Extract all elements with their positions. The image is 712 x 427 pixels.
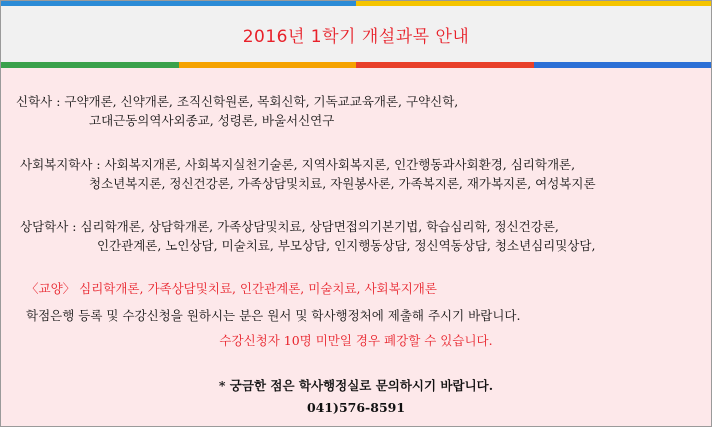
social-welfare-courses-line2: 청소년복지론, 정신건강론, 가족상담및치료, 자원봉사론, 가족복지론, 재가복지론, 여성복지론 [89,176,596,191]
cancellation-warning: 수강신청자 10명 미만일 경우 폐강할 수 있습니다. [219,333,493,348]
registration-notice: 학점은행 등록 및 수강신청을 원하시는 분은 원서 및 학사행정처에 제출해 주시기 바랍니다. [26,308,521,323]
page-title: 2016년 1학기 개설과목 안내 [242,26,470,47]
social-welfare-courses-line1: 사회복지학사 : 사회복지개론, 사회복지실천기술론, 지역사회복지론, 인간행동과사회환경, 심리학개론, [20,157,576,172]
content-area [1,68,711,426]
header [1,6,711,62]
liberal-arts-courses: 〈교양〉 심리학개론, 가족상담및치료, 인간관계론, 미술치료, 사회복지개론 [26,281,437,296]
theology-courses-line1: 신학사 : 구약개론, 신약개론, 조직신학원론, 목회신학, 기독교교육개론, 구약신학, [16,94,459,109]
theology-courses-line2: 고대근동의역사외종교, 성령론, 바울서신연구 [89,113,335,128]
counseling-courses-line2: 인간관계론, 노인상담, 미술치료, 부모상담, 인지행동상담, 정신역동상담, 청소년심리및상담, [97,238,596,253]
inquiry-text: * 궁금한 점은 학사행정실로 문의하시기 바랍니다. [218,378,494,393]
counseling-courses-line1: 상담학사 : 심리학개론, 상담학개론, 가족상담및치료, 상담면접의기본기법, 학습심리학, 정신건강론, [20,219,559,234]
phone-number: 041)576-8591 [306,400,406,415]
